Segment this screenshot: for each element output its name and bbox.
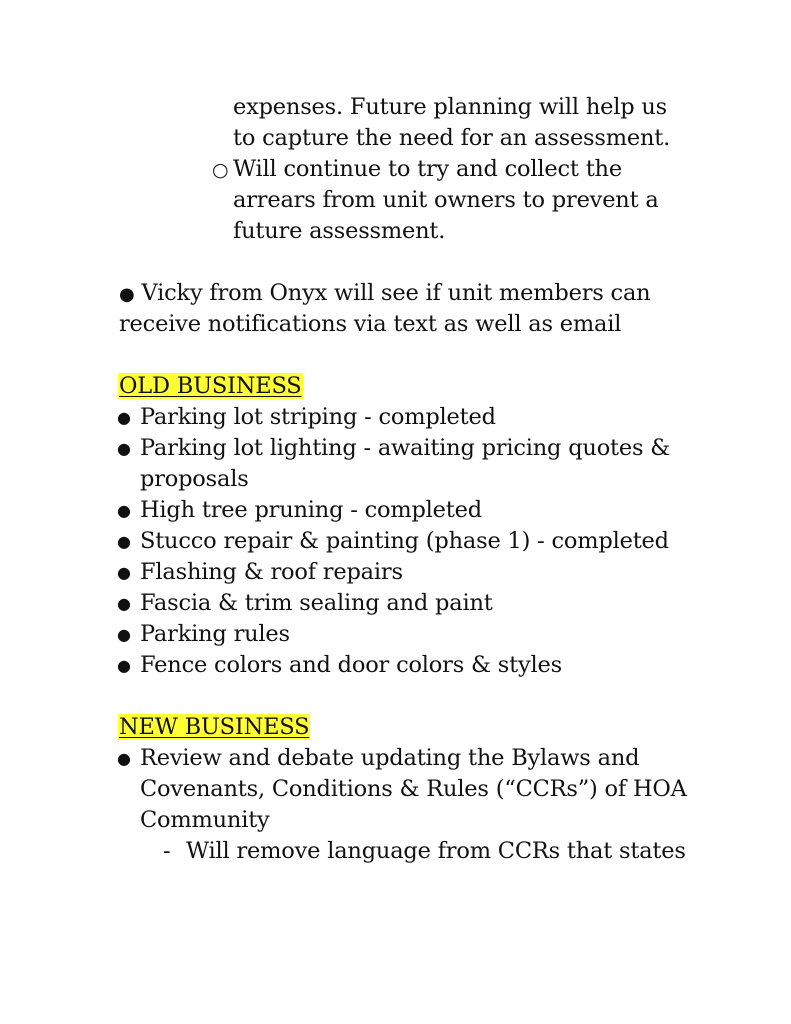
note-line: receive notifications via text as well as email [119,311,622,337]
note-text: Vicky from Onyx will see if unit members can [141,280,651,306]
sub-item-line: Will continue to try and collect the [233,156,622,182]
sub-item-line: future assessment. [233,218,446,244]
bullet-icon: ● [117,594,131,613]
list-item-continuation: Covenants, Conditions & Rules (“CCRs”) of HOA [140,776,687,802]
list-item: High tree pruning - completed [140,497,482,523]
sub-list-item: Will remove language from CCRs that states [186,838,686,864]
list-item: Fascia & trim sealing and paint [140,590,493,616]
section-heading-new-business [118,712,310,743]
list-item: Stucco repair & painting (phase 1) - completed [140,528,669,554]
continuation-line: to capture the need for an assessment. [233,125,671,151]
note-line [119,278,650,310]
bullet-icon: ● [117,501,131,520]
bullet-icon: ● [117,749,131,768]
bullet-icon: ● [117,408,131,427]
list-item-continuation: Community [140,807,270,833]
bullet-icon: ● [117,563,131,582]
list-item: Parking lot striping - completed [140,404,496,430]
bullet-icon: ● [117,656,131,675]
continuation-line: expenses. Future planning will help us [233,94,668,120]
dash-bullet-icon: - [163,838,171,864]
bullet-icon: ● [119,284,135,305]
bullet-icon: ● [117,532,131,551]
list-item: Flashing & roof repairs [140,559,403,585]
list-item: Review and debate updating the Bylaws and [140,745,640,771]
old-business-heading: OLD BUSINESS [119,373,302,399]
list-item-continuation: proposals [140,466,249,492]
new-business-heading: NEW BUSINESS [119,714,310,740]
bullet-icon: ● [117,439,131,458]
sub-item-line: arrears from unit owners to prevent a [233,187,659,213]
list-item: Fence colors and door colors & styles [140,652,562,678]
list-item: Parking rules [140,621,290,647]
bullet-icon: ● [117,625,131,644]
section-heading-old-business [118,371,303,402]
list-item: Parking lot lighting - awaiting pricing quotes & [140,435,671,461]
circle-bullet-icon: ○ [212,159,229,181]
